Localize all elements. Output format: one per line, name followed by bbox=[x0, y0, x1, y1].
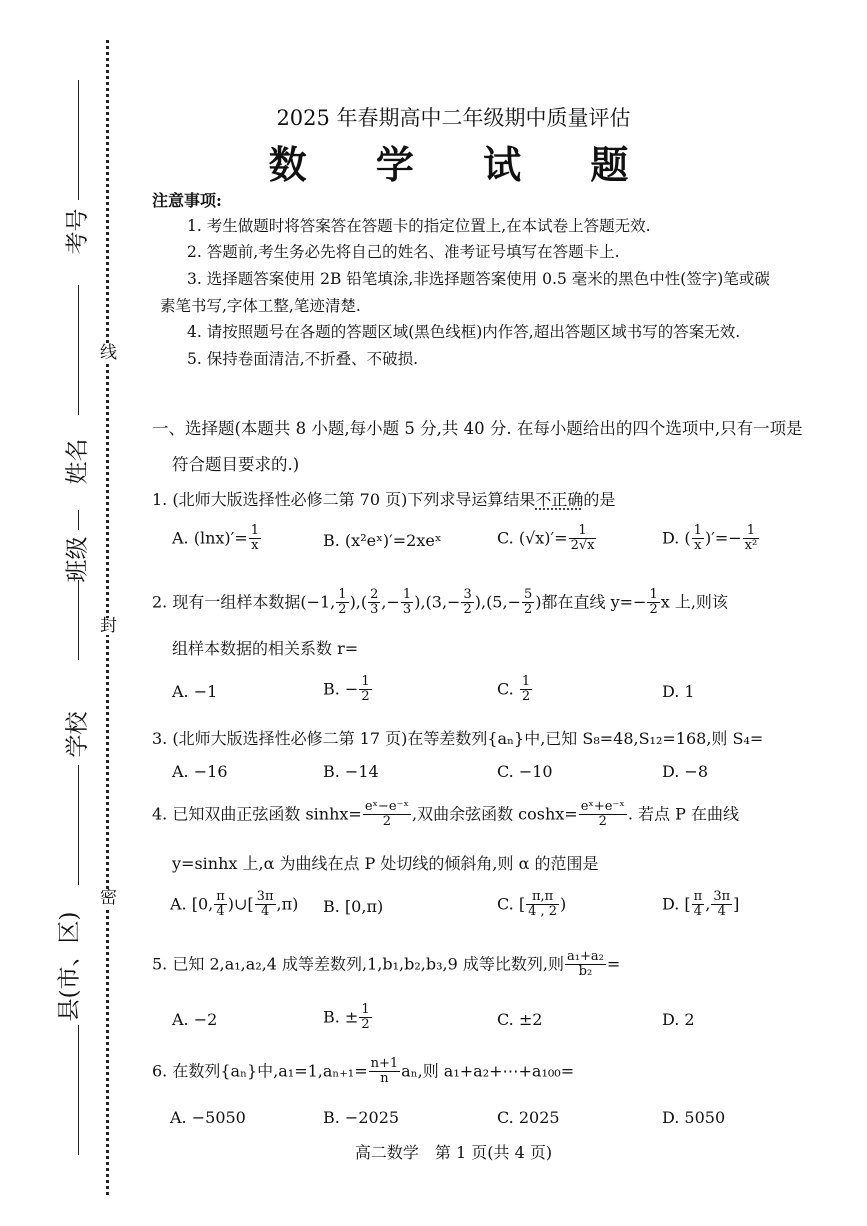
question-3-stem: 3. (北师大版选择性必修二第 17 页)在等差数列{aₙ}中,已知 S₈=48,S₁₂=168,则 S₄= bbox=[152, 729, 764, 748]
numerator: 1 bbox=[338, 587, 347, 602]
q4-a-text-3: ,π) bbox=[276, 894, 299, 914]
denominator: 2 bbox=[521, 689, 531, 705]
question-2-stem-cont: 组样本数据的相关系数 r= bbox=[172, 639, 359, 658]
q4-c-text: C. [ bbox=[497, 894, 526, 914]
q2-stem-e: ),(5,− bbox=[474, 592, 521, 612]
numerator: 1 bbox=[250, 523, 259, 538]
denominator: 4 bbox=[216, 904, 225, 920]
question-2-stem bbox=[152, 588, 728, 618]
q1-stem-a: 1. (北师大版选择性必修二第 70 页)下列求导运算结果 bbox=[152, 490, 536, 509]
note-item: 2. 答题前,考生务必先将自己的姓名、准考证号填写在答题卡上. bbox=[187, 243, 620, 261]
label-kaohao: 考号 bbox=[64, 208, 91, 255]
q6-stem-b: aₙ,则 a₁+a₂+⋯+a₁₀₀= bbox=[401, 1061, 575, 1081]
numerator: 1 bbox=[569, 524, 597, 539]
denominator: 2 bbox=[361, 1017, 370, 1033]
note-item: 3. 选择题答案使用 2B 铅笔填涂,非选择题答案使用 0.5 毫米的黑色中性(签字)笔或碳 bbox=[187, 270, 770, 288]
denominator: 4 bbox=[260, 904, 270, 920]
q4-c-text-2: ) bbox=[560, 894, 567, 914]
question-6-stem bbox=[152, 1057, 574, 1087]
numerator: 1 bbox=[649, 587, 658, 602]
denominator: 4 bbox=[717, 904, 726, 920]
numerator: 1 bbox=[361, 1002, 370, 1017]
denominator: 3 bbox=[402, 602, 412, 618]
fraction bbox=[520, 675, 532, 705]
blank-line-xingming bbox=[78, 285, 79, 415]
q4-option-a bbox=[170, 890, 298, 920]
q4-stem-b: ,双曲余弦函数 coshx= bbox=[411, 804, 578, 824]
question-5-stem bbox=[152, 950, 620, 980]
numerator: 2 bbox=[370, 587, 379, 602]
binding-mark-xian: 线 bbox=[100, 343, 117, 363]
q5-b-text: B. ± bbox=[323, 1007, 359, 1027]
label-xuexiao: 学校 bbox=[64, 711, 91, 758]
fraction bbox=[363, 800, 411, 830]
q2-b-text: B. − bbox=[323, 679, 359, 699]
denominator: x² bbox=[744, 538, 758, 554]
binding-mark-feng: 封 bbox=[100, 616, 117, 636]
q6-option-b: B. −2025 bbox=[323, 1108, 400, 1127]
q1-d-text: D. ( bbox=[662, 528, 691, 548]
q6-option-c: C. 2025 bbox=[497, 1108, 560, 1127]
q6-option-d: D. 5050 bbox=[662, 1108, 726, 1127]
denominator: 2 bbox=[361, 689, 370, 705]
q5-option-b bbox=[323, 1003, 373, 1033]
fraction bbox=[565, 950, 606, 980]
blank-line-xian-2 bbox=[78, 1025, 79, 1155]
label-xian: 县(市、区) bbox=[56, 911, 83, 1022]
fraction bbox=[692, 890, 705, 920]
question-4-stem bbox=[152, 800, 739, 830]
q4-option-b: B. [0,π) bbox=[323, 897, 384, 916]
denominator: 2 bbox=[523, 602, 533, 618]
q2-stem-a: 2. 现有一组样本数据(−1, bbox=[152, 592, 336, 612]
denominator: n bbox=[380, 1071, 389, 1087]
numerator: a₁+a₂ bbox=[566, 949, 604, 964]
numerator: 1 bbox=[361, 674, 370, 689]
blank-line-xian bbox=[78, 765, 79, 885]
page-footer: 高二数学 第 1 页(共 4 页) bbox=[354, 1143, 553, 1162]
fraction bbox=[579, 800, 627, 830]
note-item: 4. 请按照题号在各题的答题区域(黑色线框)内作答,超出答题区域书写的答案无效. bbox=[187, 323, 741, 341]
q5-option-d: D. 2 bbox=[662, 1010, 695, 1029]
denominator: x bbox=[694, 538, 702, 554]
denominator: 4 bbox=[693, 904, 703, 920]
fraction bbox=[522, 588, 534, 618]
q5-option-a: A. −2 bbox=[172, 1010, 218, 1029]
q4-a-text-2: )∪[ bbox=[227, 894, 254, 914]
question-4-stem-cont: y=sinhx 上,α 为曲线在点 P 处切线的倾斜角,则 α 的范围是 bbox=[172, 854, 599, 873]
q4-d-text: D. [ bbox=[662, 894, 691, 914]
numerator: 5 bbox=[523, 587, 533, 602]
numerator: eˣ−e⁻ˣ bbox=[364, 799, 409, 814]
fraction bbox=[368, 588, 380, 618]
binding-mark-mi: 密 bbox=[100, 888, 117, 908]
fraction bbox=[692, 524, 704, 554]
denominator: 2 bbox=[338, 602, 347, 618]
q1-d-text-2: )′=− bbox=[704, 528, 742, 548]
fraction bbox=[743, 524, 760, 554]
q5-stem-a: 5. 已知 2,a₁,a₂,4 成等差数列,1,b₁,b₂,b₃,9 成等比数列,则 bbox=[152, 954, 564, 974]
blank-line-xuexiao bbox=[78, 580, 79, 660]
fraction bbox=[249, 524, 261, 554]
q1-option-b: B. (x²eˣ)′=2xeˣ bbox=[323, 531, 442, 550]
note-item: 5. 保持卷面清洁,不折叠、不破损. bbox=[187, 350, 419, 368]
q2-stem-g: x 上,则该 bbox=[660, 592, 728, 612]
q5-option-c: C. ±2 bbox=[497, 1010, 543, 1029]
label-xingming: 姓名 bbox=[64, 438, 91, 485]
q2-stem-d: ),(3,− bbox=[414, 592, 461, 612]
q1-c-text: C. (√x)′= bbox=[497, 528, 568, 548]
numerator: 3π bbox=[713, 889, 731, 904]
fraction bbox=[359, 675, 371, 705]
numerator: eˣ+e⁻ˣ bbox=[580, 799, 625, 814]
q4-a-text: A. [0, bbox=[170, 894, 214, 914]
q4-option-c bbox=[497, 890, 566, 920]
denominator: x bbox=[251, 538, 259, 554]
denominator: 2 bbox=[649, 602, 658, 618]
numerator: 1 bbox=[521, 674, 531, 689]
q6-stem-a: 6. 在数列{aₙ}中,a₁=1,aₙ₊₁= bbox=[152, 1061, 368, 1081]
q2-option-c bbox=[497, 675, 533, 705]
fraction bbox=[214, 890, 227, 920]
fraction bbox=[711, 890, 732, 920]
q1-option-c bbox=[497, 524, 597, 554]
q5-stem-b: = bbox=[606, 954, 621, 974]
section-heading: 一、选择题(本题共 8 小题,每小题 5 分,共 40 分. 在每小题给出的四个选项中,只有一项是 bbox=[152, 419, 803, 438]
fraction bbox=[369, 1057, 401, 1087]
numerator: 3π bbox=[256, 889, 274, 904]
note-item: 1. 考生做题时将答案答在答题卡的指定位置上,在本试卷上答题无效. bbox=[187, 217, 651, 235]
numerator: 1 bbox=[693, 523, 702, 538]
q1-option-a bbox=[172, 524, 262, 554]
section-heading-cont: 符合题目要求的.) bbox=[172, 455, 300, 474]
q3-option-c: C. −10 bbox=[497, 762, 553, 781]
fraction bbox=[336, 588, 348, 618]
numerator: n+1 bbox=[370, 1056, 399, 1071]
q2-c-text: C. bbox=[497, 679, 519, 699]
fraction bbox=[255, 890, 276, 920]
numerator: 1 bbox=[743, 524, 760, 539]
denominator: b₂ bbox=[578, 964, 593, 980]
q2-option-b bbox=[323, 675, 373, 705]
q3-option-a: A. −16 bbox=[172, 762, 228, 781]
notes-heading: 注意事项: bbox=[152, 191, 222, 210]
q2-stem-c: ,− bbox=[381, 592, 400, 612]
numerator: 1 bbox=[402, 587, 412, 602]
exam-title: 数 学 试 题 bbox=[268, 142, 657, 187]
fraction bbox=[359, 1003, 371, 1033]
fraction bbox=[526, 890, 559, 920]
q2-stem-f: )都在直线 y=− bbox=[535, 592, 647, 612]
note-item: 素笔书写,字体工整,笔迹清楚. bbox=[160, 297, 361, 315]
q4-d-text-2: ] bbox=[733, 894, 740, 914]
q4-option-d: D. [ $\frac{\pi}{4}$ , $\frac{3\pi}{4}$ ] bbox=[662, 889, 740, 920]
q1-a-text: A. (lnx)′= bbox=[172, 528, 248, 548]
denominator: 4 , 2 bbox=[528, 904, 558, 920]
numerator: π bbox=[216, 889, 225, 904]
blank-line-banji bbox=[78, 510, 79, 530]
q2-option-a: A. −1 bbox=[172, 682, 218, 701]
label-banji: 班级 bbox=[64, 536, 91, 583]
q3-option-b: B. −14 bbox=[323, 762, 379, 781]
denominator: 3 bbox=[370, 602, 379, 618]
q4-stem-a: 4. 已知双曲正弦函数 sinhx= bbox=[152, 804, 362, 824]
denominator: 2√x bbox=[570, 538, 595, 554]
fraction bbox=[647, 588, 659, 618]
q1-option-d bbox=[662, 524, 760, 554]
exam-subtitle: 2025 年春期高中二年级期中质量评估 bbox=[276, 106, 631, 130]
numerator: 3 bbox=[463, 587, 472, 602]
denominator: 2 bbox=[463, 602, 472, 618]
fraction bbox=[461, 588, 473, 618]
q6-option-a: A. −5050 bbox=[170, 1108, 246, 1127]
q1-emphasis: 不正确 bbox=[535, 490, 584, 509]
q2-option-d: D. 1 bbox=[662, 682, 695, 701]
q4-stem-c: . 若点 P 在曲线 bbox=[627, 804, 739, 824]
numerator: π,π bbox=[526, 890, 559, 905]
fraction bbox=[401, 588, 413, 618]
denominator: 2 bbox=[382, 814, 392, 830]
denominator: 2 bbox=[598, 814, 607, 830]
fraction bbox=[569, 524, 597, 554]
q1-stem-c: 的是 bbox=[583, 490, 616, 509]
question-1-stem bbox=[152, 487, 615, 510]
q2-stem-b: ),( bbox=[349, 592, 368, 612]
numerator: π bbox=[693, 889, 703, 904]
q3-option-d: D. −8 bbox=[662, 762, 709, 781]
